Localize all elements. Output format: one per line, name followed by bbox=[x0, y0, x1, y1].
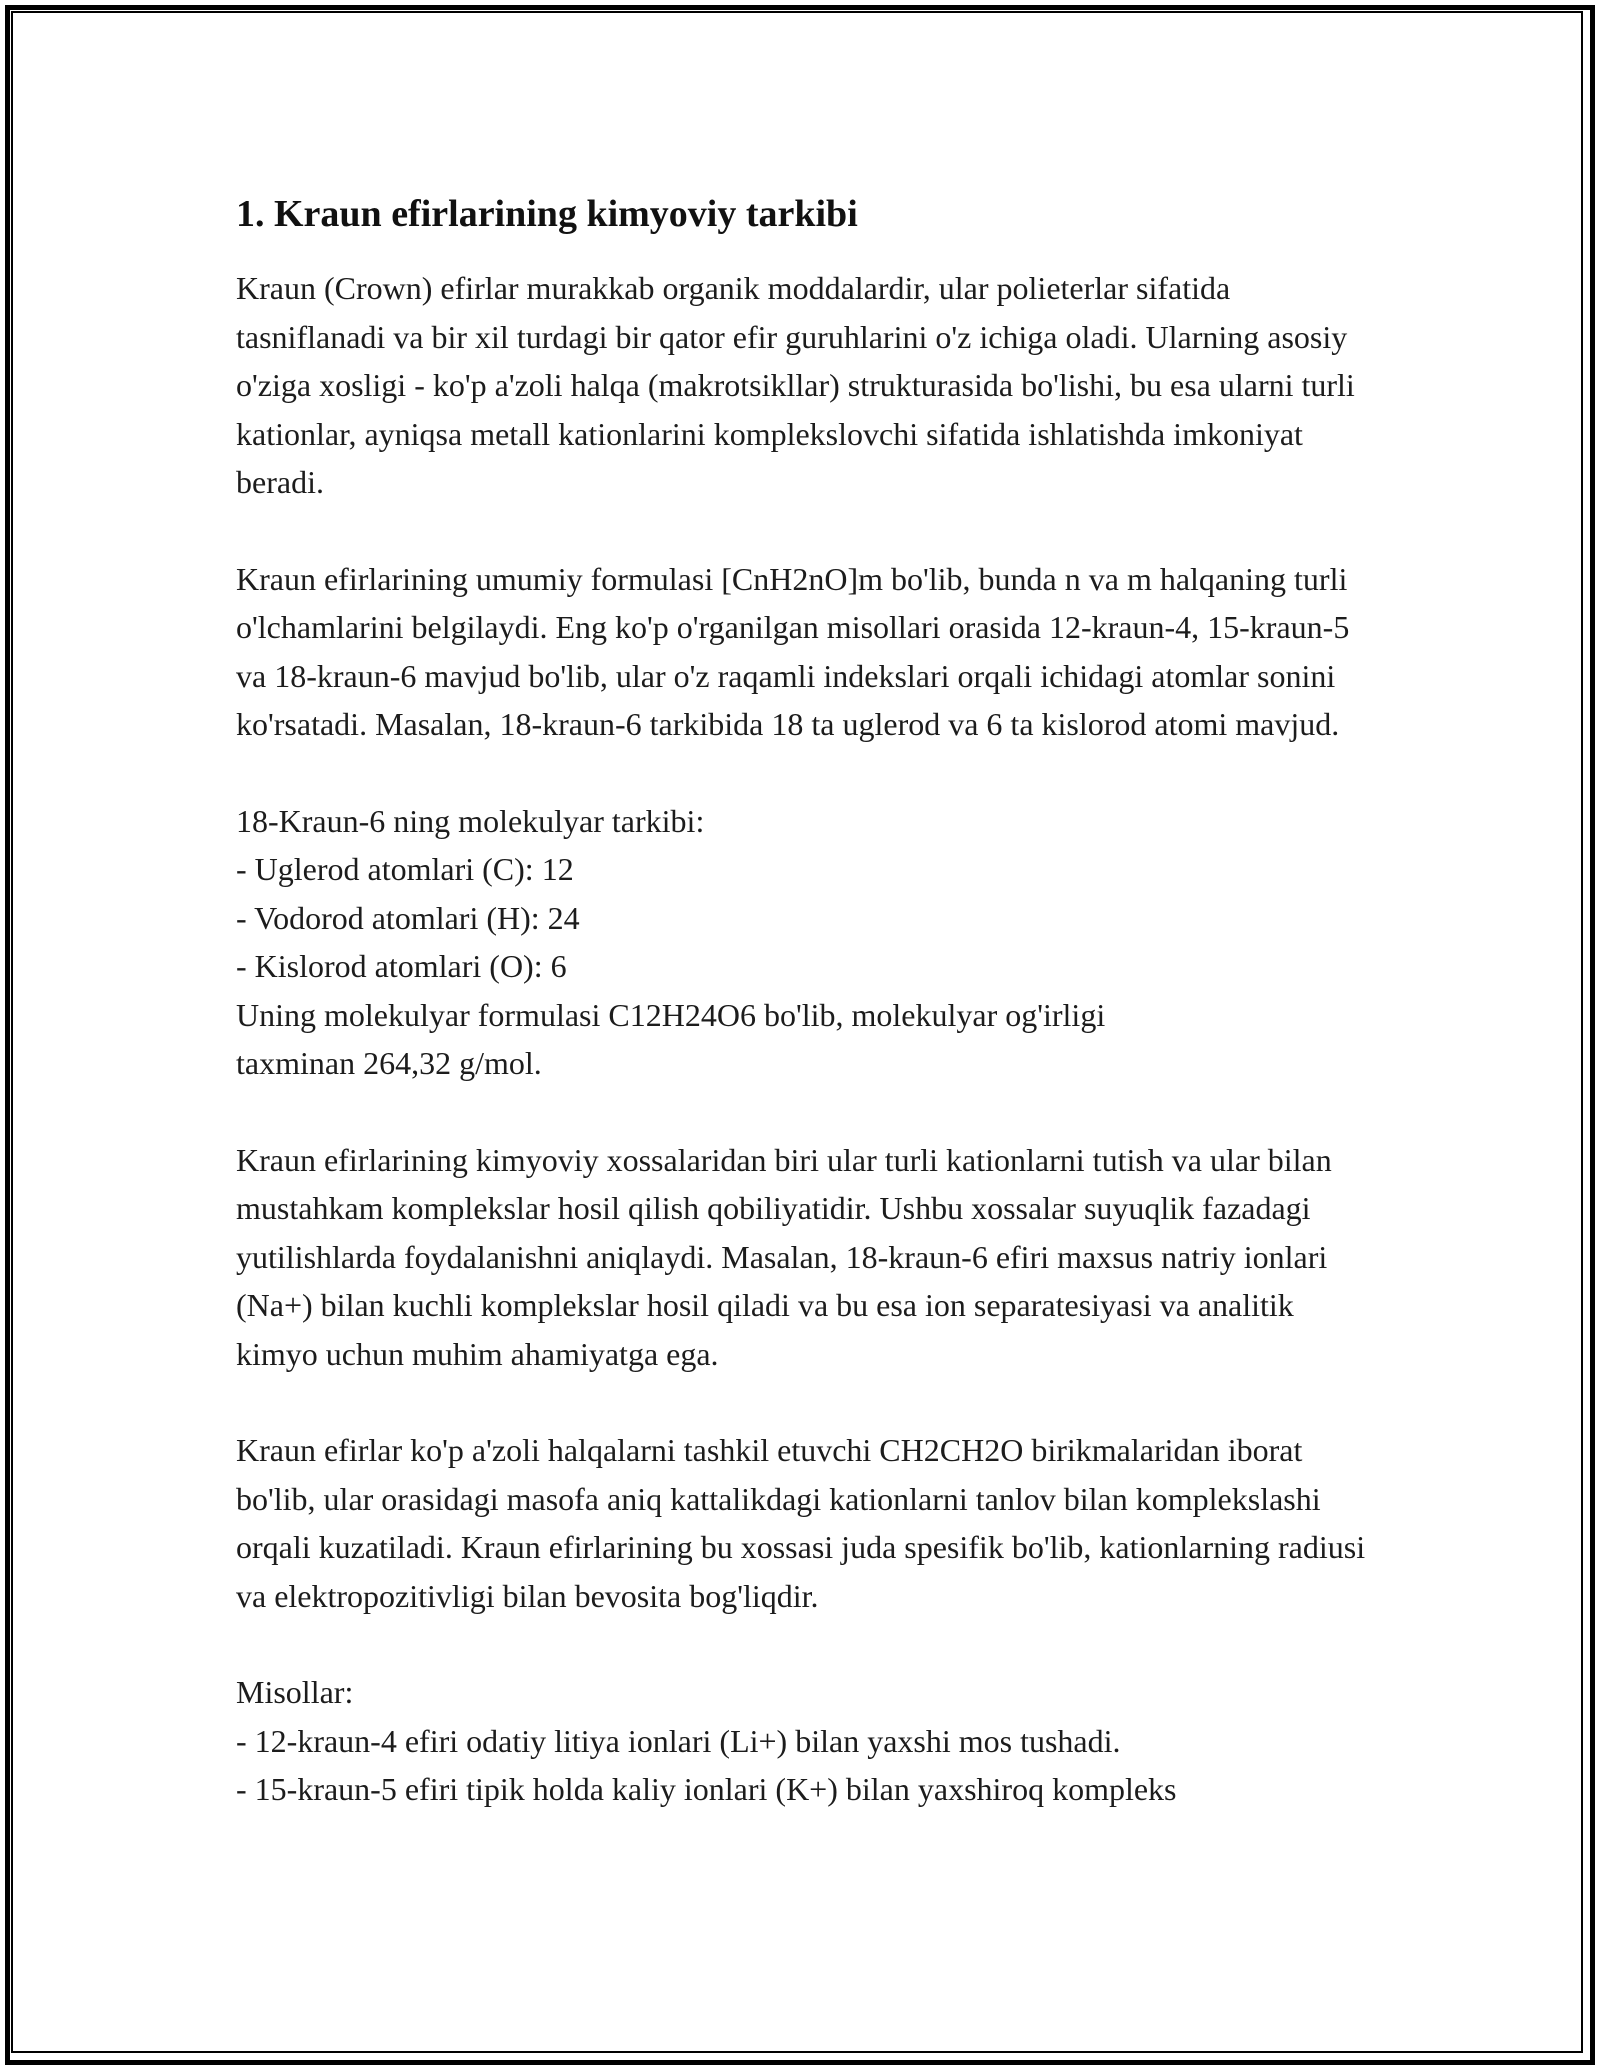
paragraph-formula: Kraun efirlarining umumiy formulasi [CnH2nO]m bo'lib, bunda n va m halqaning turli o'lchamlarini belgilaydi. Eng ko'p o'rganilgan misollari orasida 12-kraun-4, 15-kraun-5 va 18-kraun-6 mavjud bo'lib, ular o'z raqamli indekslari orqali ichidagi atomlar sonini ko'rsatadi. Masalan, 18-kraun-6 tarkibida 18 ta uglerod va 6 ta kislorod atomi mavjud. bbox=[236, 560, 1350, 742]
composition-block bbox=[236, 797, 1376, 1088]
composition-item-hydrogen: - Vodorod atomlari (H): 24 bbox=[236, 899, 580, 936]
document-body bbox=[236, 188, 1376, 1862]
composition-item-oxygen: - Kislorod atomlari (O): 6 bbox=[236, 948, 567, 984]
composition-summary-line: taxminan 264,32 g/mol. bbox=[236, 1045, 542, 1081]
example-item: - 15-kraun-5 efiri tipik holda kaliy ionlari (K+) bilan yaxshiroq kompleks bbox=[236, 1771, 1177, 1807]
paragraph-structure: Kraun efirlar ko'p a'zoli halqalarni tashkil etuvchi CH2CH2O birikmalaridan iborat bo'lib, ular orasidagi masofa aniq kattalikdagi kationlarni tanlov bilan komplekslashi orqali kuzatiladi. Kraun efirlarining bu xossasi juda spesifik bo'lib, kationlarning radiusi va elektropozitivligi bilan bevosita bog'liqdir. bbox=[236, 1432, 1366, 1614]
composition-item-carbon: - Uglerod atomlari (C): 12 bbox=[236, 851, 574, 887]
section-title: 1. Kraun efirlarining kimyoviy tarkibi bbox=[236, 193, 858, 235]
examples-block bbox=[236, 1668, 1376, 1814]
examples-heading: Misollar: bbox=[236, 1674, 354, 1710]
example-item: - 12-kraun-4 efiri odatiy litiya ionlari (Li+) bilan yaxshi mos tushadi. bbox=[236, 1722, 1121, 1759]
composition-heading: 18-Kraun-6 ning molekulyar tarkibi: bbox=[236, 802, 705, 839]
paragraph-properties: Kraun efirlarining kimyoviy xossalaridan biri ular turli kationlarni tutish va ular bilan mustahkam komplekslar hosil qilish qobiliyatidir. Ushbu xossalar suyuqlik fazadagi yutilishlarda foydalanishni aniqlaydi. Masalan, 18-kraun-6 efiri maxsus natriy ionlari (Na+) bilan kuchli komplekslar hosil qiladi va bu esa ion separatesiyasi va analitik kimyo uchun muhim ahamiyatga ega. bbox=[236, 1141, 1332, 1372]
composition-summary-line: Uning molekulyar formulasi C12H24O6 bo'lib, molekulyar og'irligi bbox=[236, 996, 1106, 1033]
paragraph-intro: Kraun (Crown) efirlar murakkab organik moddalardir, ular polieterlar sifatida tasniflanadi va bir xil turdagi bir qator efir guruhlarini o'z ichiga oladi. Ularning asosiy o'ziga xosligi - ko'p a'zoli halqa (makrotsikllar) strukturasida bo'lishi, bu esa ularni turli kationlar, ayniqsa metall kationlarini komplekslovchi sifatida ishlatishda imkoniyat beradi. bbox=[236, 270, 1355, 500]
